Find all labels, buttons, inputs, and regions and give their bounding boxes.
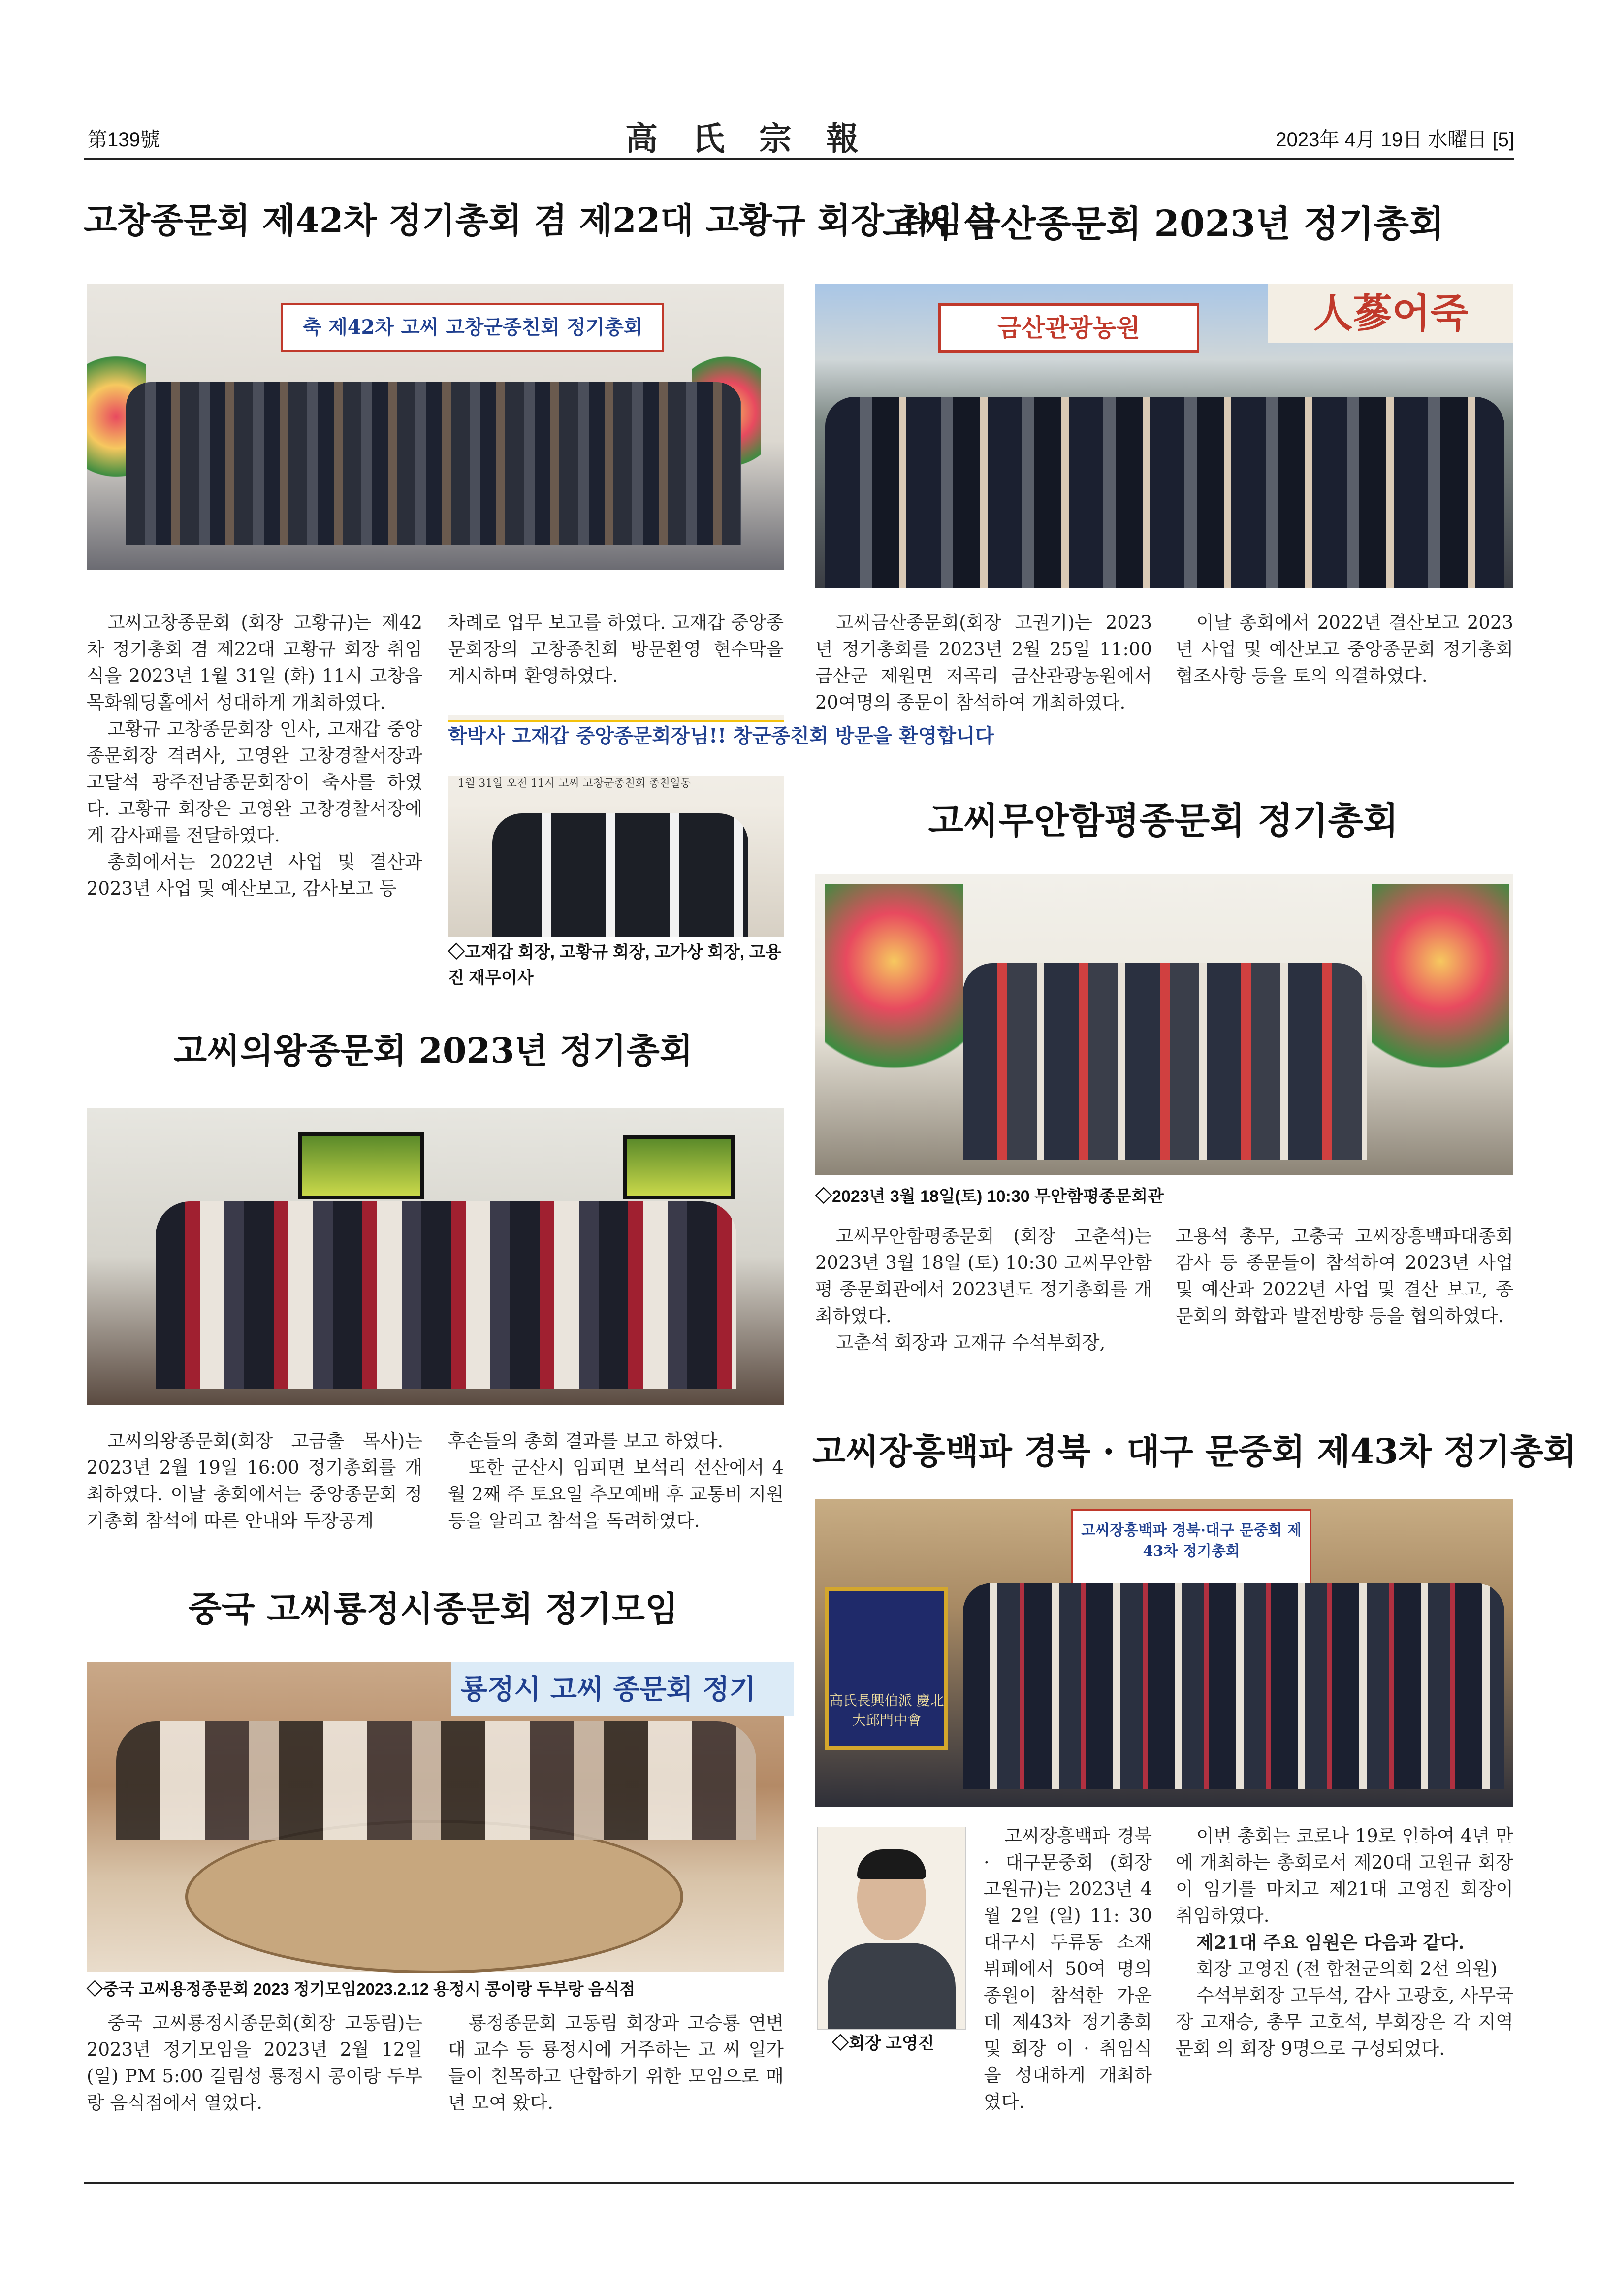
paragraph: 고씨무안함평종문회 (회장 고춘석)는 2023년 3월 18일 (토) 10:30 고씨무안함평 종문회관에서 2023년도 정기총회를 개최하였다. [815,1226,1152,1326]
gochang-group-photo [87,284,784,570]
article-uiwang-title: 고씨의왕종문회 2023년 정기총회 [173,1030,693,1071]
paragraph: 고씨금산종문회(회장 고권기)는 2023년 정기총회를 2023년 2월 25일 11:00 금산군 제원면 저곡리 금산관광농원에서 20여명의 종문이 참석하여 개최하였다. [815,612,1152,713]
portrait-caption: ◇회장 고영진 [832,2034,934,2053]
four-men [492,813,748,937]
muan-body-col2 [1176,1223,1513,1329]
paragraph: 이날 총회에서 2022년 결산보고 2023년 사업 및 예산보고 중앙종문회 정기총회 협조사항 등을 토의 의결하였다. [1176,612,1513,686]
crowd [126,382,741,545]
jangheung-group-photo [815,1499,1513,1807]
article-gochang-title: 고창종문회 제42차 정기총회 겸 제22대 고황규 회장 취임식 [84,200,996,241]
jangheung-body-col1 [984,1823,1152,2115]
jangheung-banner [1071,1509,1311,1586]
restaurant-sign-text: 人蔘어죽 [1313,290,1469,336]
uiwang-body-col2 [448,1428,784,1534]
muan-body-col1 [815,1223,1152,1356]
restaurant-sign [1268,284,1513,343]
article-longjing-title: 중국 고씨룡정시종문회 정기모임 [188,1588,678,1629]
crowd [963,1583,1504,1789]
issue-date: 2023年 4月 19日 水曜日 [5] [1276,129,1514,151]
article-jangheung-title: 고씨장흥백파 경북 · 대구 문중회 제43차 정기총회 [812,1431,1577,1472]
tv-right [623,1135,735,1199]
president-portrait [817,1827,966,2030]
round-table [185,1820,683,1973]
crowd [963,963,1367,1160]
paragraph: 이번 총회는 코로나 19로 인하여 4년 만에 개최하는 총회로서 제20대 고원규 회장이 임기를 마치고 제21대 고영진 회장이 취임하였다. [1176,1825,1513,1926]
welcome-banner [448,720,994,776]
paragraph: 회장 고영진 (전 합천군의회 2선 의원) [1196,1958,1498,1979]
gochang-body-col1 [87,610,422,902]
gochang-banner-text: 축 제42차 고씨 고창군종친회 정기총회 [302,316,643,339]
geumsan-group-photo [815,284,1513,588]
geumsan-sign-text: 금산관광농원 [997,313,1140,342]
paragraph: 고씨의왕종문회(회장 고금출 목사)는 2023년 2월 19일 16:00 정기총회를 개최하였다. 이날 총회에서는 중앙종문회 정기총회 참석에 따른 안내와 두장공계 [87,1430,422,1531]
masthead: 高氏宗報 [625,119,893,158]
clan-flag-text: 高氏長興伯派 慶北大邱門中會 [829,1692,944,1728]
welcome-banner-text: 학박사 고재갑 중앙종문회장님!! 창군종친회 방문을 환영합니다 [448,724,994,747]
portrait-suit [828,1943,956,2029]
portrait-hair [857,1849,926,1879]
gochang-inset-photo [448,715,994,937]
tv-left [298,1132,424,1199]
geumsan-body-col2 [1176,610,1513,689]
longjing-body-col1 [87,2010,422,2116]
flower-wreath-right [1372,884,1509,1140]
paragraph: 또한 군산시 임피면 보석리 선산에서 4월 2째 주 토요일 추모예배 후 교통비 지원 등을 알리고 참석을 독려하였다. [448,1457,784,1531]
paragraph: 고씨고창종문회 (회장 고황규)는 제42차 정기총회 겸 제22대 고황규 회장 취임식을 2023년 1월 31일 (화) 11시 고창읍 목화웨딩홀에서 성대하게 개최하였다. [87,612,422,713]
welcome-banner-sub: 1월 31일 오전 11시 고씨 고창군종친회 종친일동 [458,777,691,790]
article-muan-title: 고씨무안함평종문회 정기총회 [928,800,1399,842]
header-rule [84,158,1514,160]
paragraph: 총회에서는 2022년 사업 및 결산과 2023년 사업 및 예산보고, 감사보고 등 [87,851,422,899]
gochang-inset-caption: ◇고재갑 회장, 고황규 회장, 고가상 회장, 고용진 재무이사 [448,943,782,987]
jangheung-banner-text: 고씨장흥백파 경북·대구 문중회 제43차 정기총회 [1081,1522,1302,1560]
uiwang-group-photo [87,1108,784,1405]
uiwang-body-col1 [87,1428,422,1534]
muan-caption: ◇2023년 3월 18일(토) 10:30 무안함평종문회관 [815,1187,1164,1206]
paragraph: 고용석 총무, 고충국 고씨장흥백파대종회 감사 등 종문들이 참석하여 2023년 사업 및 예산과 2022년 사업 및 결산 보고, 종문회의 화합과 발전방향 등을 협의하였다. [1176,1226,1513,1326]
paragraph: 중국 고씨룡정시종문회(회장 고동림)는 2023년 정기모임을 2023년 2월 12일(일) PM 5:00 길림성 룡정시 콩이랑 두부랑 음식점에서 열었다. [87,2012,422,2113]
crowd [156,1201,736,1389]
longjing-caption: ◇중국 고씨용정종문회 2023 정기모임2023.2.12 용정시 콩이랑 두부랑 음식점 [87,1980,636,1998]
paragraph: 고황규 고창종문회장 인사, 고재갑 중앙종문회장 격려사, 고영완 고창경찰서장과 고달석 광주전남종문회장이 축사를 하였다. 고황규 회장은 고영완 고창경찰서장에게 감사패를 전달하였다. [87,718,422,846]
jangheung-body-col2 [1176,1823,1513,2062]
longjing-meeting-photo [87,1662,784,1972]
longjing-body-col2 [448,2010,784,2116]
crowd [825,397,1504,588]
paragraph: 후손들의 총회 결과를 보고 하였다. [448,1430,724,1452]
article-geumsan-title: 고씨 금산종문회 2023년 정기총회 [882,203,1444,245]
gochang-banner [281,303,664,352]
paragraph: 고춘석 회장과 고재규 수석부회장, [836,1332,1106,1353]
paragraph: 룡정종문회 고동림 회장과 고승룡 연변대 교수 등 룡정시에 거주하는 고 씨 일가들이 친목하고 단합하기 위한 모임으로 매년 모여 왔다. [448,2012,784,2113]
gochang-body-col2 [448,610,784,689]
longjing-banner [451,1662,794,1716]
issue-number: 第139號 [88,129,160,151]
geumsan-sign [938,303,1199,353]
geumsan-body-col1 [815,610,1152,716]
longjing-banner-text: 룡정시 고씨 종문회 정기 [461,1673,756,1706]
diners [116,1721,756,1840]
footer-rule [84,2182,1514,2184]
clan-flag [825,1587,948,1750]
paragraph: 수석부회장 고두석, 감사 고광호, 사무국장 고재승, 총무 고호석, 부회장은 각 지역 문회 의 회장 9명으로 구성되었다. [1176,1985,1513,2059]
paragraph: 제21대 주요 임원은 다음과 같다. [1196,1932,1465,1953]
paragraph: 차례로 업무 보고를 하였다. 고재갑 중앙종문회장의 고창종친회 방문환영 현수막을 게시하며 환영하였다. [448,612,784,686]
paragraph: 고씨장흥백파 경북 · 대구문중회 (회장 고원규)는 2023년 4월 2일 (일) 11: 30 대구시 두류동 소재 뷔페에서 50여 명의 종원이 참석한 가운데 제43차 정기총회 및 회장 이 · 취임식을 성대하게 개최하였다. [984,1825,1152,2112]
flower-wreath-left [825,884,963,1140]
muan-group-photo [815,874,1513,1175]
